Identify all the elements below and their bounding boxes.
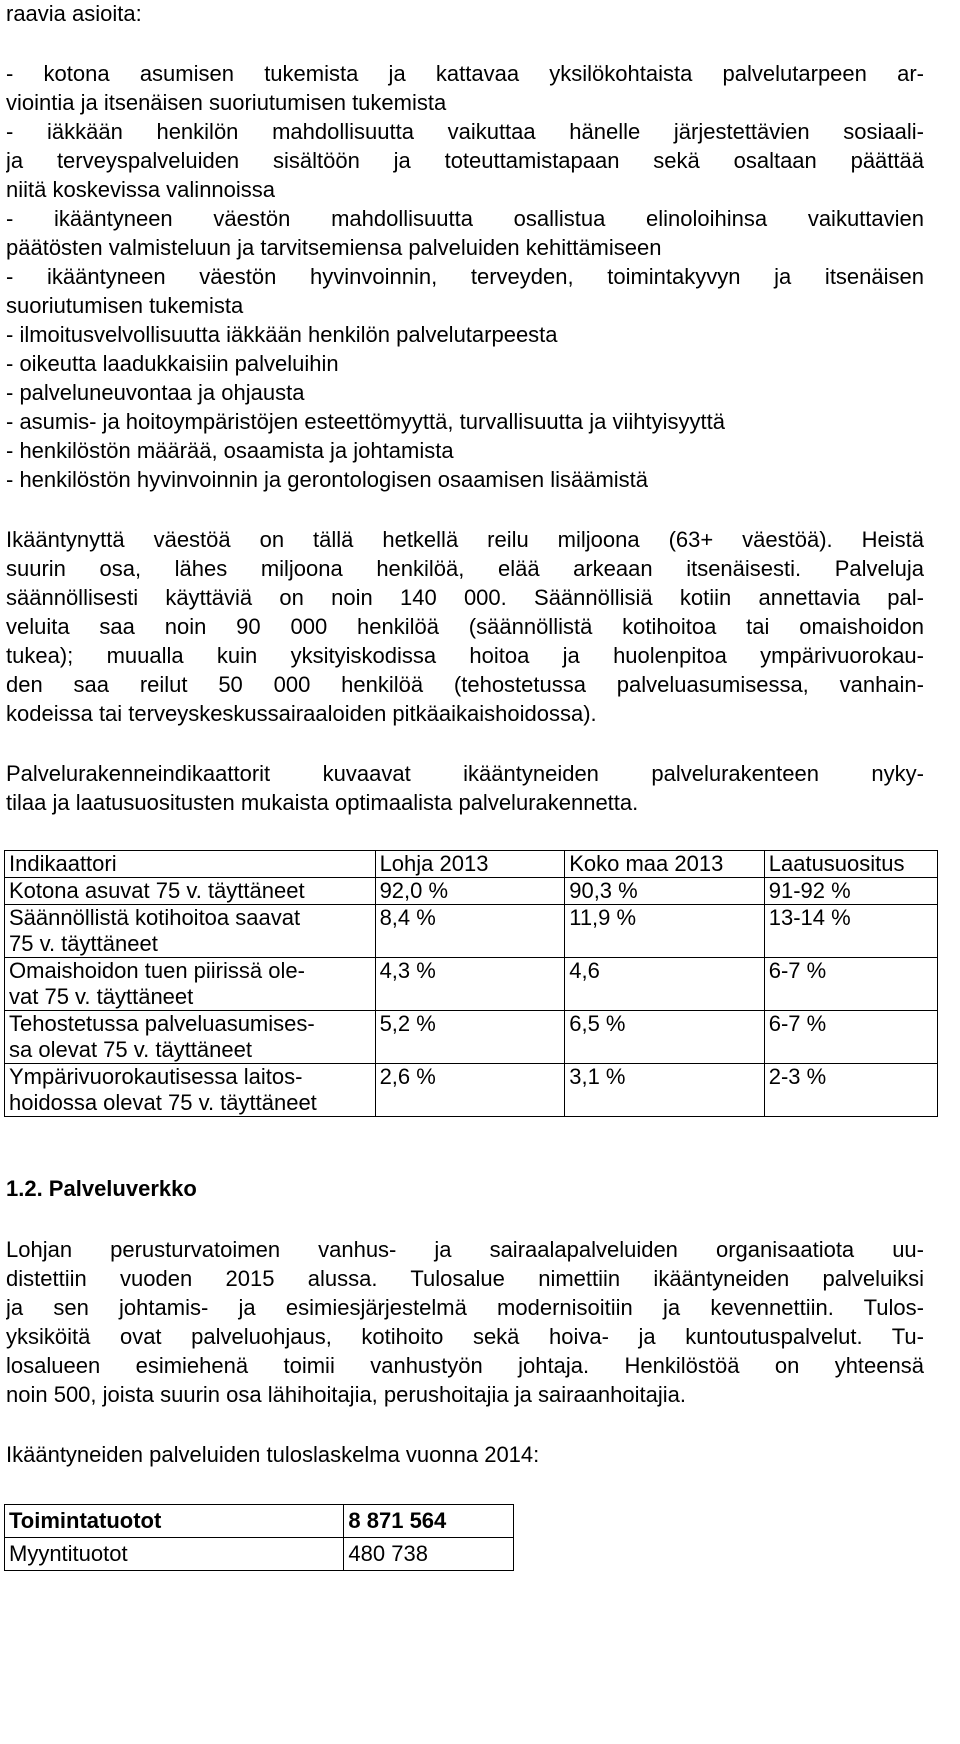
paragraph-line: tilaa ja laatusuositusten mukaista optimaalista palvelurakennetta. <box>6 790 639 815</box>
table-row <box>5 1011 938 1064</box>
result-label: Toimintatuotot <box>5 1505 344 1538</box>
lohja-value: 2,6 % <box>375 1064 565 1117</box>
table-row <box>5 1538 514 1571</box>
label-line: Kotona asuvat 75 v. täyttäneet <box>9 878 305 903</box>
lohja-value: 8,4 % <box>375 905 565 958</box>
country-value: 3,1 % <box>565 1064 765 1117</box>
table-row <box>5 905 938 958</box>
label-line: Tehostetussa palveluasumises- <box>9 1011 315 1036</box>
country-value: 11,9 % <box>565 905 765 958</box>
lohja-value: 92,0 % <box>375 878 565 905</box>
bullet-line: - ikääntyneen väestön hyvinvoinnin, terveyden, toimintakyvyn ja itsenäisen <box>6 264 924 289</box>
result-value: 8 871 564 <box>344 1505 514 1538</box>
header-cell: Koko maa 2013 <box>565 851 765 878</box>
intro-tail: raavia asioita: <box>6 1 142 26</box>
label-line: 75 v. täyttäneet <box>9 931 158 956</box>
recommendation-value: 91-92 % <box>764 878 937 905</box>
table-row <box>5 878 938 905</box>
bullet-line: - oikeutta laadukkaisiin palveluihin <box>6 351 339 376</box>
bullet-line: - henkilöstön määrää, osaamista ja johtamista <box>6 438 454 463</box>
label-line: Omaishoidon tuen piirissä ole- <box>9 958 305 983</box>
label-line: Ympärivuorokautisessa laitos- <box>9 1064 303 1089</box>
bullet-line: - asumis- ja hoitoympäristöjen esteettömyyttä, turvallisuutta ja viihtyisyyttä <box>6 409 725 434</box>
bullet-line: niitä koskevissa valinnoissa <box>6 177 276 202</box>
bullet-line: - kotona asumisen tukemista ja kattavaa yksilökohtaista palvelutarpeen ar- <box>6 61 924 86</box>
result-label: Myyntituotot <box>5 1538 344 1571</box>
label-line: hoidossa olevat 75 v. täyttäneet <box>9 1090 317 1115</box>
lohja-value: 5,2 % <box>375 1011 565 1064</box>
paragraph-line: losalueen esimiehenä toimii vanhustyön johtaja. Henkilöstöä on yhteensä <box>6 1353 924 1378</box>
paragraph-line: tukea); muualla kuin yksityiskodissa hoitoa ja huolenpitoa ympärivuorokau- <box>6 643 924 668</box>
table-row <box>5 958 938 1011</box>
bullet-line: - ikääntyneen väestön mahdollisuutta osallistua elinoloihinsa vaikuttavien <box>6 206 924 231</box>
country-value: 6,5 % <box>565 1011 765 1064</box>
paragraph-line: Palvelurakenneindikaattorit kuvaavat ikääntyneiden palvelurakenteen nyky- <box>6 761 924 786</box>
indicator-label <box>5 1011 376 1064</box>
table-row <box>5 1064 938 1117</box>
result-table <box>4 1504 514 1571</box>
indicator-label <box>5 878 376 905</box>
header-cell: Indikaattori <box>5 851 376 878</box>
paragraph-line: suurin osa, lähes miljoona henkilöä, elää arkeaan itsenäisesti. Palveluja <box>6 556 924 581</box>
recommendation-value: 6-7 % <box>764 1011 937 1064</box>
label-line: Säännöllistä kotihoitoa saavat <box>9 905 301 930</box>
indicator-label <box>5 1064 376 1117</box>
table-header-row <box>5 851 938 878</box>
result-value: 480 738 <box>344 1538 514 1571</box>
paragraph-line: noin 500, joista suurin osa lähihoitajia, perushoitajia ja sairaanhoitajia. <box>6 1382 686 1407</box>
country-value: 90,3 % <box>565 878 765 905</box>
country-value: 4,6 <box>565 958 765 1011</box>
paragraph-line: den saa reilut 50 000 henkilöä (tehostetussa palveluasumisessa, vanhain- <box>6 672 924 697</box>
paragraph-line: distettiin vuoden 2015 alussa. Tulosalue nimettiin ikääntyneiden palveluiksi <box>6 1266 924 1291</box>
bullet-line: ja terveyspalveluiden sisältöön ja toteuttamistapaan sekä osaltaan päättää <box>6 148 924 173</box>
lohja-value: 4,3 % <box>375 958 565 1011</box>
label-line: sa olevat 75 v. täyttäneet <box>9 1037 252 1062</box>
table-row <box>5 1505 514 1538</box>
header-cell: Lohja 2013 <box>375 851 565 878</box>
paragraph-line: ja sen johtamis- ja esimiesjärjestelmä modernisoitiin ja kevennettiin. Tulos- <box>6 1295 924 1320</box>
indicator-label <box>5 905 376 958</box>
indicator-table <box>4 850 938 1117</box>
paragraph-line: Ikääntynyttä väestöä on tällä hetkellä reilu miljoona (63+ väestöä). Heistä <box>6 527 924 552</box>
paragraph-line: Ikääntyneiden palveluiden tuloslaskelma vuonna 2014: <box>6 1442 540 1467</box>
section-heading: 1.2. Palveluverkko <box>6 1176 197 1201</box>
indicator-label <box>5 958 376 1011</box>
paragraph-line: kodeissa tai terveyskeskussairaaloiden pitkäaikaishoidossa). <box>6 701 597 726</box>
paragraph-line: Lohjan perusturvatoimen vanhus- ja sairaalapalveluiden organisaatiota uu- <box>6 1237 924 1262</box>
recommendation-value: 13-14 % <box>764 905 937 958</box>
paragraph-line: yksiköitä ovat palveluohjaus, kotihoito sekä hoiva- ja kuntoutuspalvelut. Tu- <box>6 1324 924 1349</box>
bullet-line: - iäkkään henkilön mahdollisuutta vaikuttaa hänelle järjestettävien sosiaali- <box>6 119 924 144</box>
paragraph-line: veluita saa noin 90 000 henkilöä (säännöllistä kotihoitoa tai omaishoidon <box>6 614 924 639</box>
bullet-line: - palveluneuvontaa ja ohjausta <box>6 380 305 405</box>
bullet-line: - henkilöstön hyvinvoinnin ja gerontologisen osaamisen lisäämistä <box>6 467 649 492</box>
bullet-line: - ilmoitusvelvollisuutta iäkkään henkilön palvelutarpeesta <box>6 322 558 347</box>
header-cell: Laatusuositus <box>764 851 937 878</box>
bullet-line: suoriutumisen tukemista <box>6 293 244 318</box>
bullet-line: päätösten valmisteluun ja tarvitsemiensa palveluiden kehittämiseen <box>6 235 662 260</box>
recommendation-value: 2-3 % <box>764 1064 937 1117</box>
bullet-line: viointia ja itsenäisen suoriutumisen tukemista <box>6 90 447 115</box>
paragraph-line: säännöllisesti käyttäviä on noin 140 000. Säännöllisiä kotiin annettavia pal- <box>6 585 924 610</box>
recommendation-value: 6-7 % <box>764 958 937 1011</box>
label-line: vat 75 v. täyttäneet <box>9 984 194 1009</box>
